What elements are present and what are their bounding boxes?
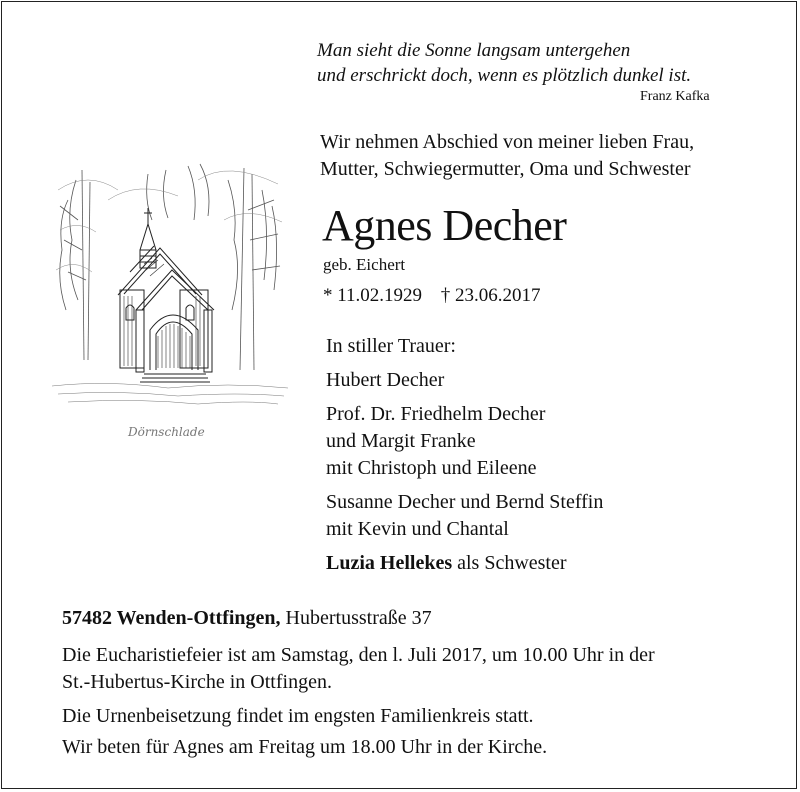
quote-author: Franz Kafka [640, 89, 710, 104]
chapel-sketch-icon [48, 160, 292, 450]
mourner-group-4-name: Luzia Hellekes [326, 552, 453, 574]
mourner-group-2-line-2: und Margit Franke [326, 430, 476, 452]
birth-date: * 11.02.1929 [323, 285, 423, 306]
life-dates [323, 285, 555, 307]
mourner-group-2-line-3: mit Christoph und Eileene [326, 457, 537, 479]
image-signature: Dörnschlade [128, 425, 205, 439]
address [62, 605, 432, 632]
quote-line-2: und erschrickt doch, wenn es plötzlich dunkel ist. [317, 65, 692, 86]
mourner-group-3-line-1: Susanne Decher und Bernd Steffin [326, 491, 604, 513]
intro-line-2: Mutter, Schwiegermutter, Oma und Schwester [320, 158, 691, 180]
address-street: Hubertusstraße 37 [280, 607, 432, 629]
mourner-group-2-line-1: Prof. Dr. Friedhelm Decher [326, 403, 546, 425]
mourner-group-1-line-1: Hubert Decher [326, 369, 445, 391]
mourners-heading: In stiller Trauer: [326, 335, 456, 357]
urn-notice: Die Urnenbeisetzung findet im engsten Familienkreis statt. [62, 705, 534, 727]
quote-line-1: Man sieht die Sonne langsam untergehen [317, 40, 631, 61]
deceased-name: Agnes Decher [322, 201, 567, 250]
maiden-name: geb. Eichert [323, 255, 406, 274]
intro-line-1: Wir nehmen Abschied von meiner lieben Frau, [320, 131, 695, 153]
mass-notice-line-1: Die Eucharistiefeier ist am Samstag, den l. Juli 2017, um 10.00 Uhr in der [62, 644, 655, 666]
mourner-group-4-suffix: als Schwester [452, 552, 567, 574]
death-date: † 23.06.2017 [440, 285, 541, 306]
mourner-group-4 [326, 550, 567, 577]
prayer-notice: Wir beten für Agnes am Freitag um 18.00 Uhr in der Kirche. [62, 736, 548, 758]
mass-notice-line-2: St.-Hubertus-Kirche in Ottfingen. [62, 671, 332, 693]
mourner-group-3-line-2: mit Kevin und Chantal [326, 518, 509, 540]
address-city: 57482 Wenden-Ottfingen, [62, 607, 281, 629]
